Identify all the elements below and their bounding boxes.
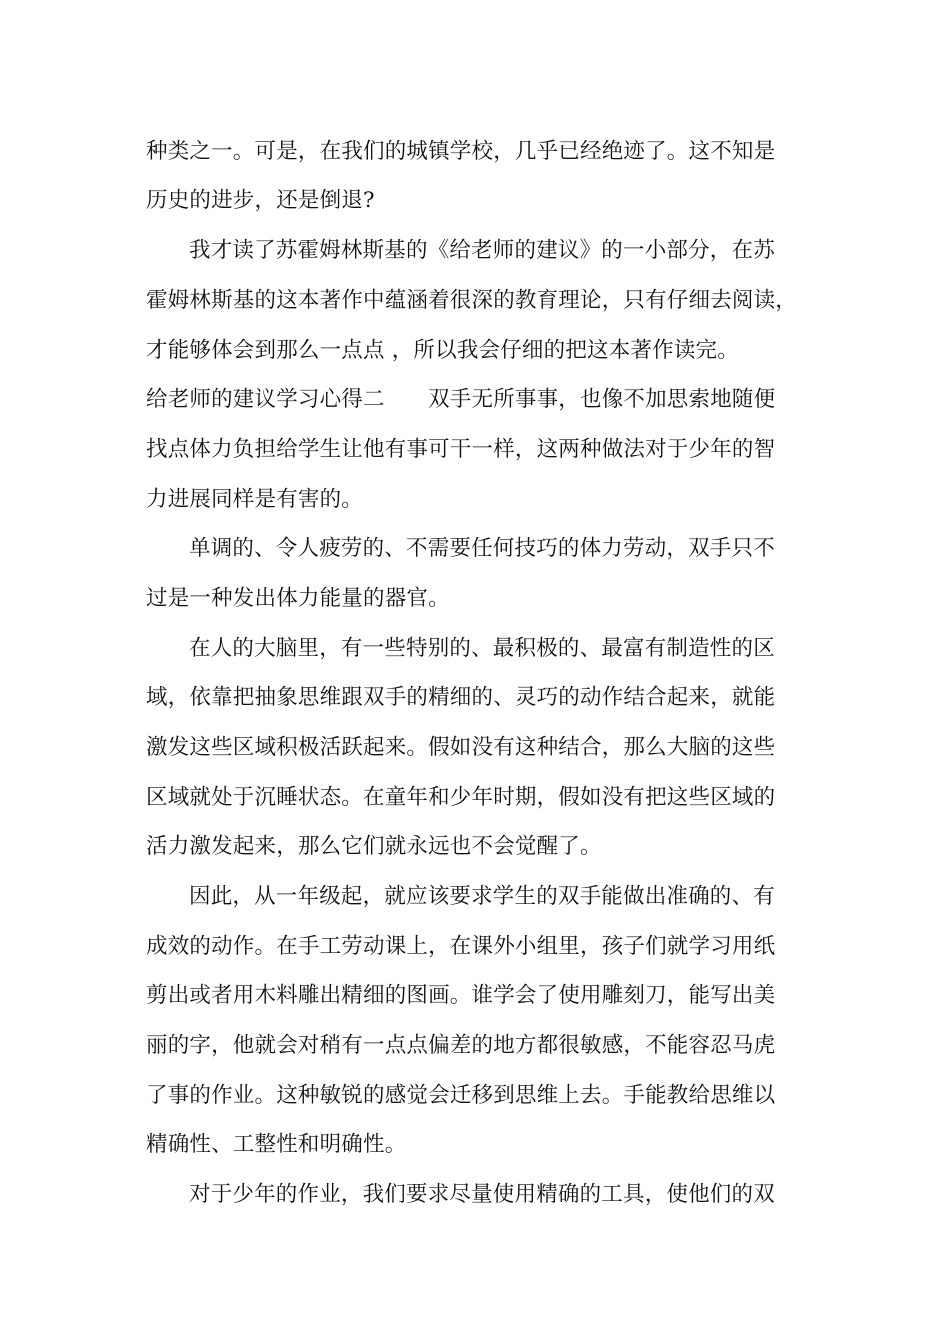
- text-line: 域，依靠把抽象思维跟双手的精细的、灵巧的动作结合起来，就能: [146, 685, 776, 710]
- text-line: 激发这些区域积极活跃起来。假如没有这种结合，那么大脑的这些: [146, 735, 776, 760]
- paragraph-first-line: 在人的大脑里，有一些特别的、最积极的、最富有制造性的区: [189, 636, 775, 661]
- text-line: 才能够体会到那么一点点 ，所以我会仔细的把这本著作读完。: [146, 338, 739, 363]
- text-line: 找点体力负担给学生让他有事可干一样，这两种做法对于少年的智: [146, 437, 776, 462]
- text-line: 种类之一。可是，在我们的城镇学校，几乎已经绝迹了。这不知是: [146, 139, 776, 164]
- paragraph-first-line: 单调的、令人疲劳的、不需要任何技巧的体力劳动，双手只不: [189, 536, 775, 561]
- text-line: 霍姆林斯基的这本著作中蕴涵着很深的教育理论，只有仔细去阅读，: [146, 288, 798, 313]
- text-line: 力进展同样是有害的。: [146, 487, 364, 512]
- text-line: 区域就处于沉睡状态。在童年和少年时期，假如没有把这些区域的: [146, 785, 776, 810]
- text-line: 了事的作业。这种敏锐的感觉会迁移到思维上去。手能教给思维以: [146, 1083, 776, 1108]
- text-line: 丽的字，他就会对稍有一点点偏差的地方都很敏感，不能容忍马虎: [146, 1033, 776, 1058]
- paragraph-first-line: 因此，从一年级起，就应该要求学生的双手能做出准确的、有: [189, 884, 775, 909]
- text-line: 给老师的建议学习心得二 双手无所事事，也像不加思索地随便: [146, 387, 776, 412]
- text-line: 历史的进步，还是倒退?: [146, 188, 375, 213]
- text-line: 活力激发起来，那么它们就永远也不会觉醒了。: [146, 834, 602, 859]
- text-line: 成效的动作。在手工劳动课上，在课外小组里，孩子们就学习用纸: [146, 934, 776, 959]
- text-line: 精确性、工整性和明确性。: [146, 1132, 407, 1157]
- paragraph-first-line: 我才读了苏霍姆林斯基的《给老师的建议》的一小部分，在苏: [189, 238, 775, 263]
- text-line: 过是一种发出体力能量的器官。: [146, 586, 450, 611]
- paragraph-first-line: 对于少年的作业，我们要求尽量使用精确的工具，使他们的双: [189, 1182, 775, 1207]
- text-line: 剪出或者用木料雕出精细的图画。谁学会了使用雕刻刀，能写出美: [146, 983, 776, 1008]
